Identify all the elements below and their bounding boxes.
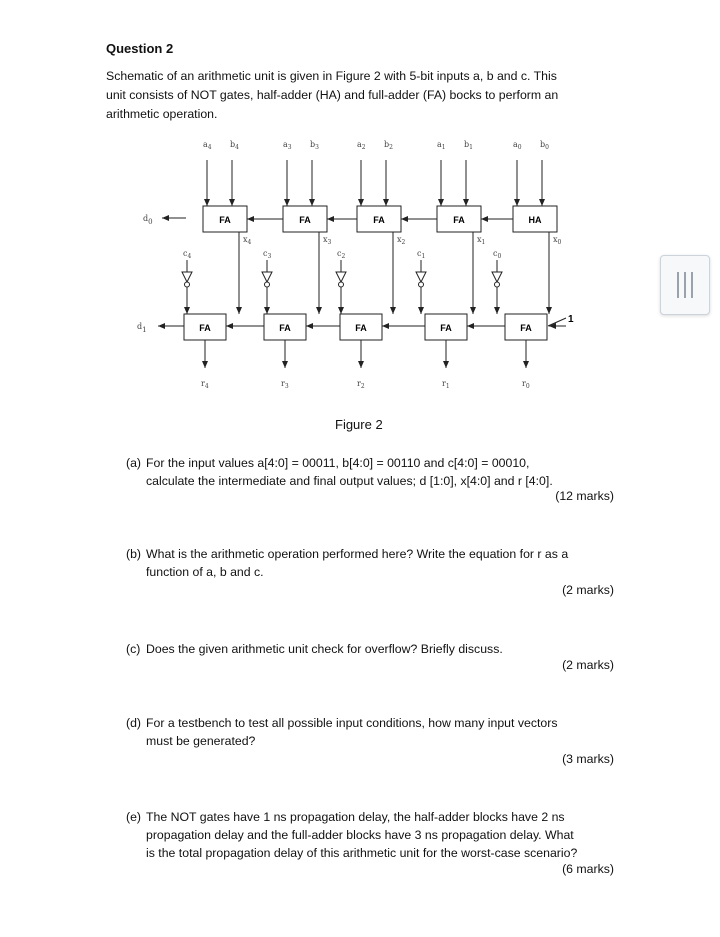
input-a-label: $a_1$: [437, 140, 446, 151]
input-a-label: $a_4$: [203, 140, 212, 151]
top-adder-label: FA: [299, 215, 311, 225]
part-text: [146, 454, 553, 490]
not-gate: [416, 272, 426, 282]
bottom-adder-label: FA: [199, 323, 211, 333]
input-b-label: $b_0$: [540, 140, 549, 151]
part-marks: (2 marks): [562, 658, 614, 672]
question-part: [126, 545, 616, 579]
bottom-adder-label: FA: [355, 323, 367, 333]
intro-line: Schematic of an arithmetic unit is given in Figure 2 with 5-bit inputs a, b and c. This: [106, 69, 557, 83]
question-part: [126, 808, 616, 860]
grip-line: [677, 272, 679, 298]
r-label: $r_4$: [201, 379, 209, 390]
carry-in-one: 1: [568, 314, 574, 325]
part-line: For a testbench to test all possible input conditions, how many input vectors: [146, 716, 558, 730]
top-adder-label: FA: [219, 215, 231, 225]
intro-line: unit consists of NOT gates, half-adder (HA) and full-adder (FA) bocks to perform an: [106, 88, 559, 102]
input-a-label: $a_2$: [357, 140, 366, 151]
bottom-adder-label: FA: [279, 323, 291, 333]
part-line: must be generated?: [146, 734, 256, 748]
x-label: $x_3$: [323, 235, 332, 246]
r-label: $r_1$: [442, 379, 450, 390]
part-label: (d): [126, 716, 142, 730]
d0-label: d0: [143, 214, 153, 226]
not-bubble: [495, 282, 500, 287]
not-bubble: [339, 282, 344, 287]
not-gate: [262, 272, 272, 282]
question-part: [126, 640, 616, 658]
grip-line: [691, 272, 693, 298]
scroll-handle[interactable]: [660, 255, 710, 315]
r-label: $r_2$: [357, 379, 365, 390]
intro-line: arithmetic operation.: [106, 107, 218, 121]
part-line: is the total propagation delay of this arithmetic unit for the worst-case scenario?: [146, 846, 578, 860]
top-adder-label: HA: [528, 215, 542, 225]
part-text: [146, 808, 577, 862]
part-label: (a): [126, 456, 142, 470]
carry-in-wire: [548, 318, 566, 326]
figure-caption: Figure 2: [335, 417, 383, 432]
not-gate: [492, 272, 502, 282]
figure-2-schematic: [0, 0, 720, 420]
x-label: $x_2$: [397, 235, 406, 246]
input-b-label: $b_1$: [464, 140, 473, 151]
input-b-label: $b_2$: [384, 140, 393, 151]
part-line: function of a, b and c.: [146, 565, 264, 579]
part-label: (c): [126, 642, 141, 656]
top-adder-label: FA: [453, 215, 465, 225]
part-label: (b): [126, 547, 142, 561]
c-label: $c_1$: [417, 249, 426, 260]
part-line: What is the arithmetic operation performed here? Write the equation for r as a: [146, 547, 569, 561]
r-label: $r_3$: [281, 379, 289, 390]
d1-label: d1: [137, 322, 147, 334]
bottom-adder-label: FA: [520, 323, 532, 333]
part-text: [146, 640, 503, 658]
question-part: [126, 714, 616, 748]
part-marks: (2 marks): [562, 583, 614, 597]
x-label: $x_4$: [243, 235, 252, 246]
x-label: $x_1$: [477, 235, 486, 246]
not-bubble: [419, 282, 424, 287]
part-line: Does the given arithmetic unit check for overflow? Briefly discuss.: [146, 642, 503, 656]
part-marks: (6 marks): [562, 862, 614, 876]
c-label: $c_2$: [337, 249, 346, 260]
question-title: Question 2: [106, 41, 174, 56]
part-line: calculate the intermediate and final output values; d [1:0], x[4:0] and r [4:0].: [146, 474, 553, 488]
not-bubble: [265, 282, 270, 287]
top-adder-label: FA: [373, 215, 385, 225]
part-text: [146, 545, 568, 581]
part-marks: (3 marks): [562, 752, 614, 766]
part-text: [146, 714, 557, 750]
input-a-label: $a_0$: [513, 140, 522, 151]
part-line: The NOT gates have 1 ns propagation delay, the half-adder blocks have 2 ns: [146, 810, 565, 824]
r-label: $r_0$: [522, 379, 530, 390]
c-label: $c_3$: [263, 249, 272, 260]
part-line: For the input values a[4:0] = 00011, b[4:0] = 00110 and c[4:0] = 00010,: [146, 456, 530, 470]
x-label: $x_0$: [553, 235, 562, 246]
input-b-label: $b_4$: [230, 140, 239, 151]
part-line: propagation delay and the full-adder blocks have 3 ns propagation delay. What: [146, 828, 574, 842]
c-label: $c_4$: [183, 249, 192, 260]
input-b-label: $b_3$: [310, 140, 319, 151]
not-gate: [336, 272, 346, 282]
bottom-adder-label: FA: [440, 323, 452, 333]
input-a-label: $a_3$: [283, 140, 292, 151]
c-label: $c_0$: [493, 249, 502, 260]
grip-line: [684, 272, 686, 298]
question-part: [126, 454, 616, 488]
not-gate: [182, 272, 192, 282]
part-marks: (12 marks): [555, 489, 614, 503]
part-label: (e): [126, 810, 142, 824]
not-bubble: [185, 282, 190, 287]
